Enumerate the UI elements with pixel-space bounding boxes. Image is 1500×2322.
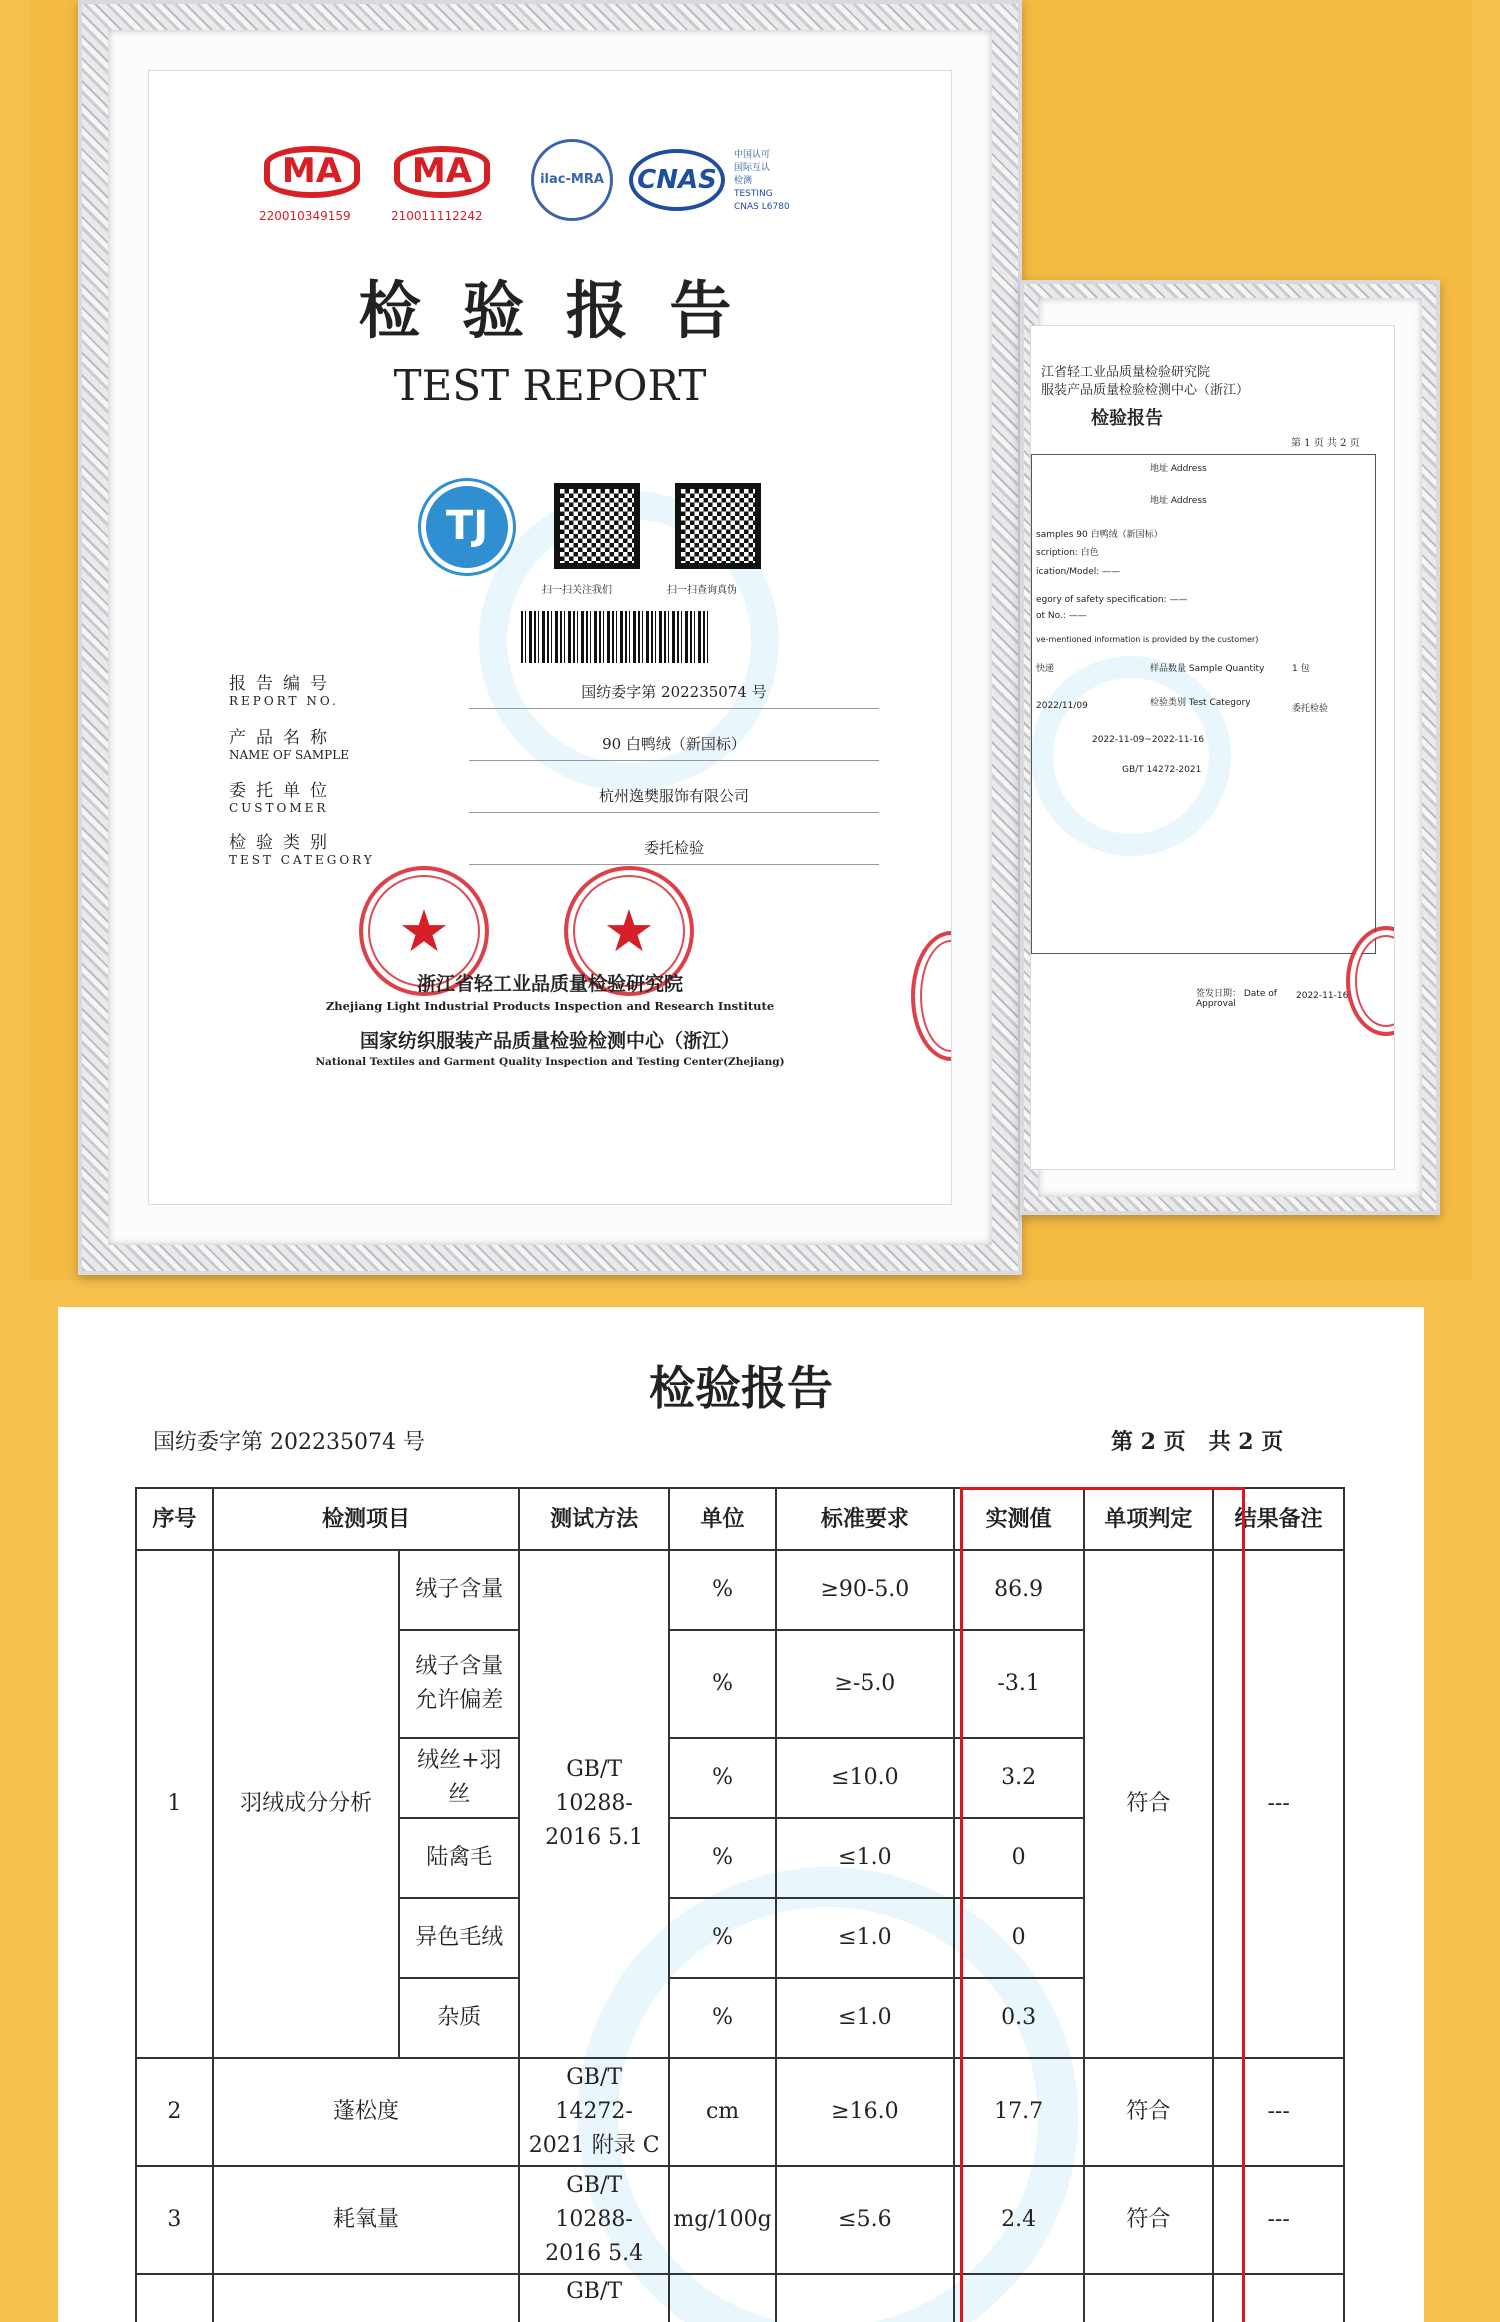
info-cell: 样品数量 Sample Quantity <box>1150 664 1265 674</box>
unit: cm <box>669 2058 776 2166</box>
institute-name-en: Zhejiang Light Industrial Products Inspection and Research Institute <box>325 999 775 1013</box>
info-cell: 2022/11/09 <box>1036 701 1088 711</box>
field-test-category <box>229 828 375 867</box>
field-sample-name <box>229 723 349 762</box>
requirement: ≥16.0 <box>776 2058 954 2166</box>
measured-value: 0 <box>954 1898 1084 1978</box>
report-title: 检验报告 <box>649 1361 833 1415</box>
field-label-en: CUSTOMER <box>229 801 329 815</box>
qr-code-verify <box>675 483 761 569</box>
header-cell: 测试方法 <box>519 1488 669 1550</box>
field-label-en: TEST CATEGORY <box>229 853 375 867</box>
header-cell: 单项判定 <box>1084 1488 1214 1550</box>
header-cell: 标准要求 <box>776 1488 954 1550</box>
cnas-line: 国际互认 <box>734 163 771 173</box>
ilac-mra-logo: ilac-MRA <box>531 139 613 221</box>
qr-code-follow <box>554 483 640 569</box>
zhejiang-inspection-badge-icon: TJ <box>421 481 513 573</box>
header-line: 江省轻工业品质量检验研究院 <box>1041 365 1211 380</box>
unit: % <box>669 1630 776 1738</box>
qr-caption-follow: 扫一扫关注我们 <box>542 585 612 596</box>
measured-value: 86.9 <box>954 1550 1084 1630</box>
info-cell: scription: 白色 <box>1036 548 1099 558</box>
report-number: 国纺委字第 202235074 号 <box>153 1430 425 1455</box>
center-name-cn: 国家纺织服装产品质量检验检测中心（浙江） <box>359 1030 740 1052</box>
second-header <box>1041 364 1249 400</box>
measured-value: 17.7 <box>954 2058 1084 2166</box>
field-label-en: REPORT NO. <box>229 694 339 708</box>
requirement: ≤10.0 <box>776 1738 954 1818</box>
requirement: ≤1.0 <box>776 1898 954 1978</box>
requirement: ≤1.0 <box>776 1978 954 2058</box>
measured-value: 0.3 <box>954 1978 1084 2058</box>
center-name-en: National Textiles and Garment Quality Inspection and Testing Center(Zhejiang) <box>315 1056 785 1068</box>
measured-value: 0 <box>954 1818 1084 1898</box>
remark: --- <box>1213 2166 1344 2274</box>
info-cell: 地址 Address <box>1150 464 1207 474</box>
test-item: 耗氧量 <box>213 2166 519 2274</box>
sub-item: 异色毛绒 <box>399 1898 519 1978</box>
test-item <box>213 2274 519 2322</box>
cma-number-2: 210011112242 <box>391 209 483 223</box>
unit: % <box>669 1550 776 1630</box>
unit: % <box>669 1898 776 1978</box>
unit: % <box>669 1978 776 2058</box>
field-value: 90 白鸭绒（新国标） <box>469 733 879 761</box>
header-line: 服装产品质量检验检测中心（浙江） <box>1041 383 1250 398</box>
remark: --- <box>1213 1550 1344 2058</box>
info-cell: samples 90 白鸭绒（新国标） <box>1036 530 1163 540</box>
second-page-number: 第 1 页 共 2 页 <box>1291 438 1360 449</box>
certificate-title-en: TEST REPORT <box>393 361 707 410</box>
sub-item: 杂质 <box>399 1978 519 2058</box>
requirement: ≥-5.0 <box>776 1630 954 1738</box>
field-label-cn: 报告编号 <box>229 674 337 694</box>
field-report-no <box>229 669 339 708</box>
field-value: 委托检验 <box>469 837 879 865</box>
unit: % <box>669 1818 776 1898</box>
info-cell: 检验类别 Test Category <box>1150 698 1251 708</box>
row-number: 2 <box>136 2058 213 2166</box>
info-cell: 2022-11-09~2022-11-16 <box>1092 735 1205 745</box>
requirement: ≤5.6 <box>776 2166 954 2274</box>
approval-label: 签发日期： Date of Approval <box>1196 989 1277 1009</box>
cma-number-1: 220010349159 <box>259 209 351 223</box>
cnas-line: 检测 <box>734 176 753 186</box>
header-cell: 检测项目 <box>213 1488 519 1550</box>
test-item: 羽绒成分分析 <box>213 1550 400 2058</box>
certificate-paper <box>148 70 952 1205</box>
field-value: 杭州逸樊服饰有限公司 <box>469 785 879 813</box>
test-method: GB/T 14272-2021 附录 C <box>519 2058 669 2166</box>
field-label-cn: 委托单位 <box>229 781 337 801</box>
second-title: 检验报告 <box>1091 408 1163 429</box>
sub-item: 绒丝+羽丝 <box>399 1738 519 1818</box>
field-value: 国纺委字第 202235074 号 <box>469 681 879 709</box>
row-number: 3 <box>136 2166 213 2274</box>
cnas-line: 中国认可 <box>734 150 771 160</box>
second-certificate-frame <box>1020 280 1440 1215</box>
row-number <box>136 2274 213 2322</box>
qr-caption-verify: 扫一扫查询真伪 <box>667 585 737 596</box>
judgement: 符合 <box>1084 1550 1214 2058</box>
unit <box>669 2274 776 2322</box>
header-cell: 结果备注 <box>1213 1488 1344 1550</box>
row-number: 1 <box>136 1550 213 2058</box>
info-cell: 委托检验 <box>1292 704 1329 714</box>
info-cell: 1 包 <box>1292 664 1310 674</box>
info-cell: egory of safety specification: —— <box>1036 595 1188 605</box>
field-customer <box>229 776 337 815</box>
header-cell: 实测值 <box>954 1488 1084 1550</box>
judgement: 符合 <box>1084 2166 1214 2274</box>
measured-value: 3.2 <box>954 1738 1084 1818</box>
info-cell: ve-mentioned information is provided by the customer) <box>1036 635 1259 644</box>
certificate-title-cn: 检 验 报 告 <box>358 274 742 347</box>
unit: % <box>669 1738 776 1818</box>
unit: mg/100g <box>669 2166 776 2274</box>
info-cell: ot No.: —— <box>1036 611 1087 621</box>
test-method: GB/T 10288-2016 5.1 <box>519 1550 669 2058</box>
cnas-line: TESTING <box>734 189 773 199</box>
remark: --- <box>1213 2058 1344 2166</box>
test-method: GB/T <box>519 2274 669 2322</box>
barcode <box>521 611 709 663</box>
info-cell: 地址 Address <box>1150 496 1207 506</box>
report-page <box>58 1307 1424 2322</box>
header-cell: 序号 <box>136 1488 213 1550</box>
test-item: 蓬松度 <box>213 2058 519 2166</box>
second-certificate-paper <box>1030 325 1395 1170</box>
requirement <box>776 2274 954 2322</box>
highlight-box-measured <box>960 1487 1245 2322</box>
sub-item: 陆禽毛 <box>399 1818 519 1898</box>
cma-logo-1: MA <box>264 146 360 198</box>
sub-item: 绒子含量允许偏差 <box>399 1630 519 1738</box>
cnas-side-text <box>734 149 790 214</box>
header-cell: 单位 <box>669 1488 776 1550</box>
field-label-en: NAME OF SAMPLE <box>229 748 349 762</box>
institute-name-cn: 浙江省轻工业品质量检验研究院 <box>416 973 683 995</box>
star-icon: ★ <box>398 897 450 965</box>
page-number: 第 2 页 共 2 页 <box>1111 1429 1284 1455</box>
info-cell: ication/Model: —— <box>1036 567 1121 577</box>
cnas-line: CNAS L6780 <box>734 202 790 212</box>
star-icon: ★ <box>603 897 655 965</box>
approval-date: 2022-11-16 <box>1296 991 1349 1001</box>
sub-item: 绒子含量 <box>399 1550 519 1630</box>
field-label-cn: 检验类别 <box>229 833 337 853</box>
measured-value: -3.1 <box>954 1630 1084 1738</box>
cma-logo-2: MA <box>394 146 490 198</box>
test-method: GB/T 10288-2016 5.4 <box>519 2166 669 2274</box>
field-label-cn: 产品名称 <box>229 728 337 748</box>
measured-value: 2.4 <box>954 2166 1084 2274</box>
cnas-logo: CNAS <box>629 149 725 211</box>
info-cell: 快递 <box>1036 664 1055 674</box>
info-cell: GB/T 14272-2021 <box>1122 765 1202 775</box>
certificate-frame <box>78 0 1022 1275</box>
judgement: 符合 <box>1084 2058 1214 2166</box>
second-info-table <box>1031 454 1376 954</box>
requirement: ≥90-5.0 <box>776 1550 954 1630</box>
requirement: ≤1.0 <box>776 1818 954 1898</box>
